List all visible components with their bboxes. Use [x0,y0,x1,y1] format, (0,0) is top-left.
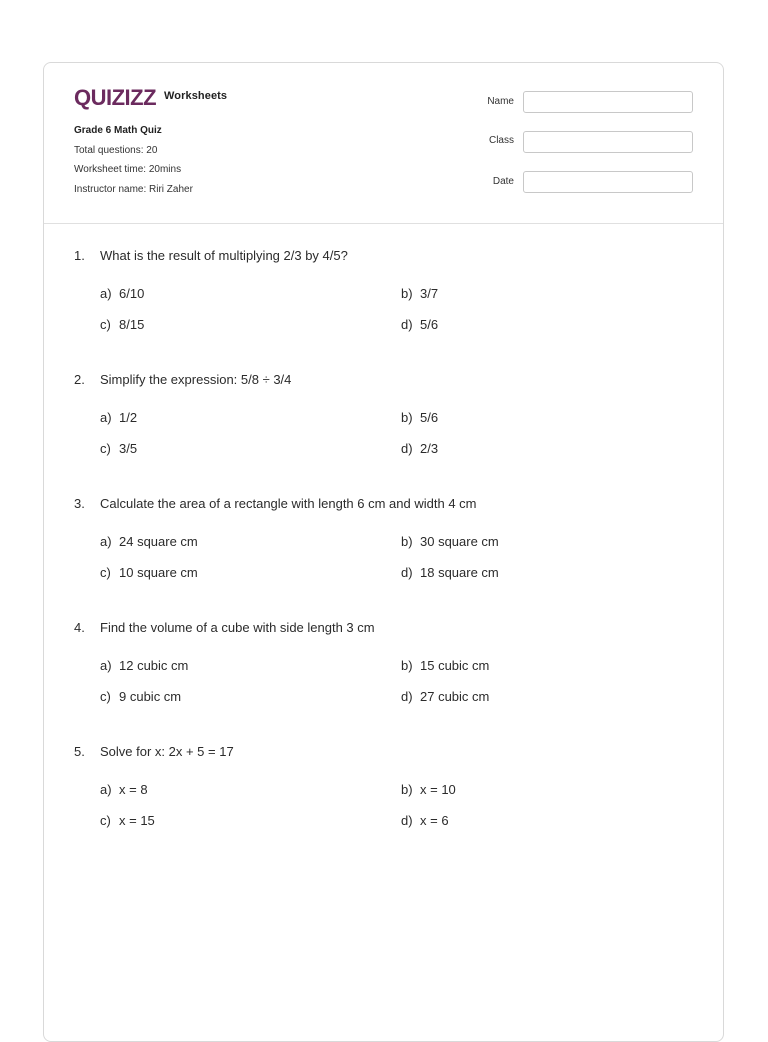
option-d[interactable] [401,441,438,456]
option-letter: b) [401,286,413,301]
option-d[interactable] [401,813,449,828]
question-number: 3. [74,496,85,511]
option-c[interactable] [100,565,198,580]
option-letter: d) [401,689,413,704]
name-field[interactable] [523,91,693,113]
question-number: 4. [74,620,85,635]
option-letter: c) [100,441,111,456]
option-text: x = 10 [420,782,456,797]
option-c[interactable] [100,689,181,704]
option-text: 15 cubic cm [420,658,490,673]
class-field[interactable] [523,131,693,153]
question-number: 1. [74,248,85,263]
option-letter: c) [100,317,111,332]
option-letter: d) [401,565,413,580]
question-stem [74,744,234,759]
date-field[interactable] [523,171,693,193]
quizizz-logo [74,83,160,111]
option-letter: d) [401,813,413,828]
option-text: 8/15 [119,317,145,332]
option-text: 12 cubic cm [119,658,189,673]
option-letter: a) [100,534,112,549]
option-letter: c) [100,689,111,704]
option-d[interactable] [401,689,489,704]
option-text: 5/6 [420,410,439,425]
option-a[interactable] [100,410,137,425]
option-text: 10 square cm [119,565,198,580]
option-b[interactable] [401,410,438,425]
instructor-name: Instructor name: Riri Zaher [74,184,193,195]
class-label: Class [488,135,514,146]
option-a[interactable] [100,658,188,673]
option-d[interactable] [401,565,499,580]
question-text: What is the result of multiplying 2/3 by 4/5? [100,248,348,263]
question-stem [74,496,477,511]
option-letter: a) [100,658,112,673]
question-stem [74,620,375,635]
option-text: 18 square cm [420,565,499,580]
question-stem [74,372,291,387]
option-text: x = 15 [119,813,155,828]
worksheet-header [44,63,723,224]
option-text: 1/2 [119,410,138,425]
question-stem [74,248,348,263]
option-text: 6/10 [119,286,145,301]
total-questions: Total questions: 20 [74,145,158,156]
worksheet-page [43,62,724,1042]
option-letter: b) [401,658,413,673]
option-letter: d) [401,317,413,332]
option-a[interactable] [100,286,144,301]
option-text: 9 cubic cm [119,689,182,704]
question-number: 5. [74,744,85,759]
option-letter: a) [100,286,112,301]
option-a[interactable] [100,534,198,549]
option-letter: d) [401,441,413,456]
option-text: 30 square cm [420,534,499,549]
option-text: 2/3 [420,441,439,456]
option-letter: b) [401,410,413,425]
quizizz-logo-mark [74,83,160,111]
option-b[interactable] [401,658,489,673]
option-text: 3/5 [119,441,138,456]
option-text: x = 8 [119,782,148,797]
worksheet-time: Worksheet time: 20mins [74,164,182,175]
option-text: 5/6 [420,317,439,332]
option-c[interactable] [100,441,137,456]
option-text: 3/7 [420,286,439,301]
option-text: 27 cubic cm [420,689,490,704]
option-letter: a) [100,410,112,425]
question-text: Find the volume of a cube with side length 3 cm [100,620,375,635]
option-letter: c) [100,565,111,580]
option-c[interactable] [100,317,144,332]
option-d[interactable] [401,317,438,332]
option-text: x = 6 [420,813,449,828]
name-label: Name [487,96,514,107]
quiz-title: Grade 6 Math Quiz [74,125,162,136]
quizizz-logo-text: QUIZIZZ [74,85,157,110]
option-c[interactable] [100,813,155,828]
option-a[interactable] [100,782,148,797]
date-label: Date [492,176,514,187]
option-b[interactable] [401,286,438,301]
option-b[interactable] [401,534,499,549]
option-letter: b) [401,534,413,549]
option-letter: c) [100,813,111,828]
option-b[interactable] [401,782,456,797]
option-letter: b) [401,782,413,797]
option-text: 24 square cm [119,534,198,549]
logo-subtitle: Worksheets [164,90,228,102]
question-number: 2. [74,372,85,387]
question-text: Simplify the expression: 5/8 ÷ 3/4 [100,372,292,387]
question-text: Calculate the area of a rectangle with length 6 cm and width 4 cm [100,496,477,511]
question-text: Solve for x: 2x + 5 = 17 [100,744,234,759]
option-letter: a) [100,782,112,797]
